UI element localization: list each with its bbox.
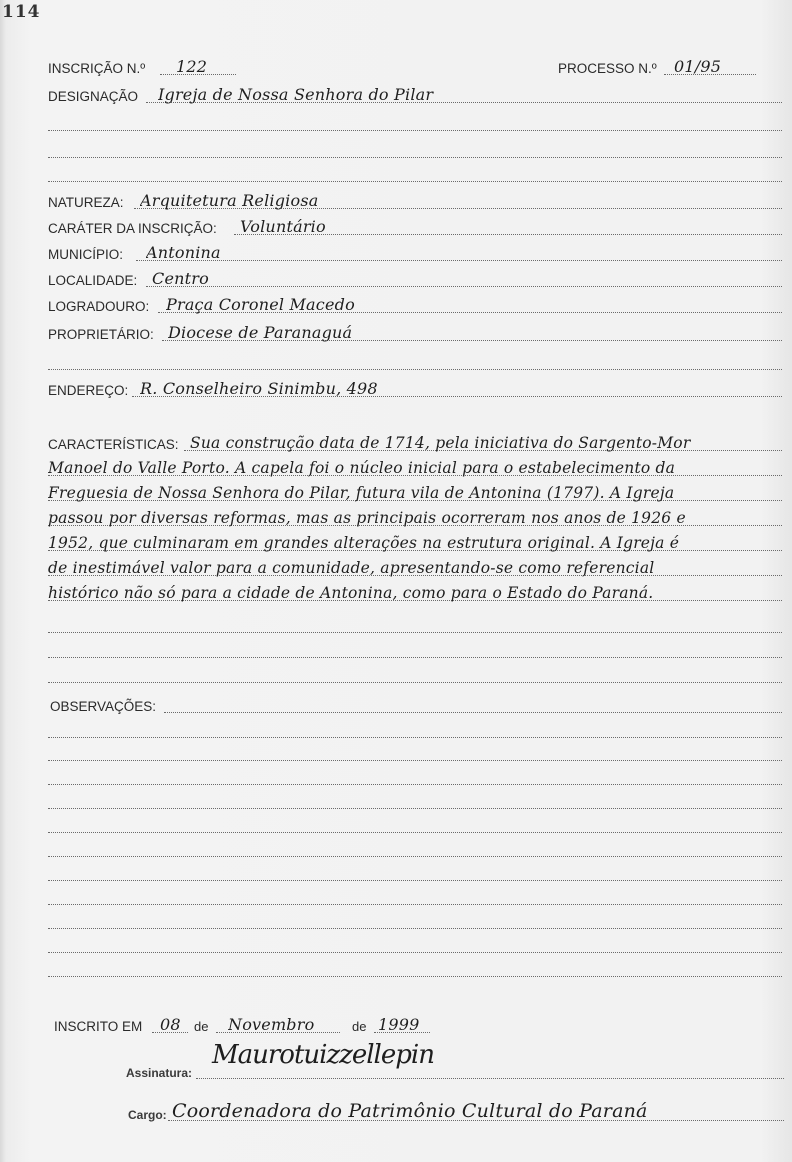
natureza-value: Arquitetura Religiosa: [140, 191, 319, 210]
caracteristicas-text-line: de inestimável valor para a comunidade, apresentando-se como referencial: [48, 559, 655, 577]
caracteristicas-line-6: [48, 555, 784, 579]
assinatura-label: Assinatura:: [126, 1066, 193, 1080]
endereco-value: R. Conselheiro Sinimbu, 498: [140, 379, 378, 398]
logradouro-row: [0, 292, 792, 316]
blank-line: [48, 952, 782, 953]
blank-line: [48, 737, 782, 738]
caracteristicas-text-line: passou por diversas reformas, mas as principais ocorreram nos anos de 1926 e: [48, 509, 686, 527]
carater-label: CARÁTER DA INSCRIÇÃO:: [48, 221, 217, 236]
blank-line: [48, 130, 782, 131]
designacao-row: [0, 82, 792, 106]
logradouro-label: LOGRADOURO:: [48, 299, 150, 314]
blank-line: [48, 657, 782, 658]
blank-line: [48, 880, 782, 881]
blank-line: [48, 181, 782, 182]
cargo-value: Coordenadora do Patrimônio Cultural do Paraná: [172, 1100, 648, 1122]
caracteristicas-line-7: [48, 580, 784, 604]
processo-label: PROCESSO N.º: [558, 61, 657, 76]
localidade-value: Centro: [152, 269, 209, 288]
natureza-label: NATUREZA:: [48, 195, 124, 210]
natureza-row: [0, 188, 792, 212]
blank-line: [48, 682, 782, 683]
blank-line: [48, 784, 782, 785]
blank-line: [48, 976, 782, 977]
de-label: de: [194, 1019, 209, 1034]
localidade-label: LOCALIDADE:: [48, 273, 138, 288]
inscricao-label: INSCRIÇÃO N.º: [48, 61, 146, 76]
caracteristicas-row: [0, 430, 792, 454]
inscrito-label: INSCRITO EM: [54, 1019, 143, 1034]
municipio-label: MUNICÍPIO:: [48, 247, 124, 262]
page-number: 114: [2, 2, 41, 22]
proprietario-row: [0, 320, 792, 344]
caracteristicas-text-line: 1952, que culminaram em grandes alterações na estrutura original. A Igreja é: [48, 534, 680, 552]
inscrito-month: Novembro: [228, 1015, 315, 1034]
carater-value: Voluntário: [240, 217, 326, 236]
endereco-row: [0, 376, 792, 400]
caracteristicas-text-line: Sua construção data de 1714, pela iniciativa do Sargento-Mor: [190, 434, 691, 452]
caracteristicas-line-5: [48, 530, 784, 554]
caracteristicas-label: CARACTERÍSTICAS:: [48, 437, 179, 452]
blank-line: [48, 369, 782, 370]
cargo-row: [0, 1100, 792, 1124]
blank-line: [48, 904, 782, 905]
inscrito-day: 08: [160, 1015, 181, 1034]
municipio-value: Antonina: [146, 243, 221, 262]
municipio-row: [0, 240, 792, 264]
assinatura-line: [196, 1078, 784, 1079]
caracteristicas-line-3: [48, 480, 784, 504]
carater-row: [0, 214, 792, 238]
blank-line: [48, 832, 782, 833]
caracteristicas-text-line: histórico não só para a cidade de Antonina, como para o Estado do Paraná.: [48, 584, 654, 602]
observacoes-row: [0, 692, 792, 716]
caracteristicas-text-line: Manoel do Valle Porto. A capela foi o núcleo inicial para o estabelecimento da: [48, 459, 676, 477]
cargo-label: Cargo:: [128, 1108, 167, 1122]
logradouro-value: Praça Coronel Macedo: [166, 295, 355, 314]
caracteristicas-text-line: Freguesia de Nossa Senhora do Pilar, futura vila de Antonina (1797). A Igreja: [48, 484, 675, 502]
caracteristicas-line-2: [48, 455, 784, 479]
blank-line: [48, 760, 782, 761]
inscrito-row: [0, 1012, 792, 1036]
de-label: de: [352, 1019, 367, 1034]
inscricao-row: [0, 54, 792, 78]
proprietario-value: Diocese de Paranaguá: [168, 323, 353, 342]
designacao-label: DESIGNAÇÃO: [48, 89, 139, 104]
blank-line: [48, 856, 782, 857]
localidade-row: [0, 266, 792, 290]
proprietario-label: PROPRIETÁRIO:: [48, 327, 154, 342]
caracteristicas-line-4: [48, 505, 784, 529]
blank-line: [48, 808, 782, 809]
designacao-value: Igreja de Nossa Senhora do Pilar: [158, 85, 434, 104]
processo-value: 01/95: [674, 57, 722, 76]
observacoes-line: [164, 712, 782, 713]
blank-line: [48, 928, 782, 929]
endereco-label: ENDEREÇO:: [48, 383, 129, 398]
inscricao-value: 122: [176, 57, 208, 76]
signature: Maurotuizzellepin: [212, 1040, 434, 1070]
observacoes-label: OBSERVAÇÕES:: [50, 699, 157, 714]
blank-line: [48, 632, 782, 633]
blank-line: [48, 157, 782, 158]
inscrito-year: 1999: [378, 1015, 420, 1034]
